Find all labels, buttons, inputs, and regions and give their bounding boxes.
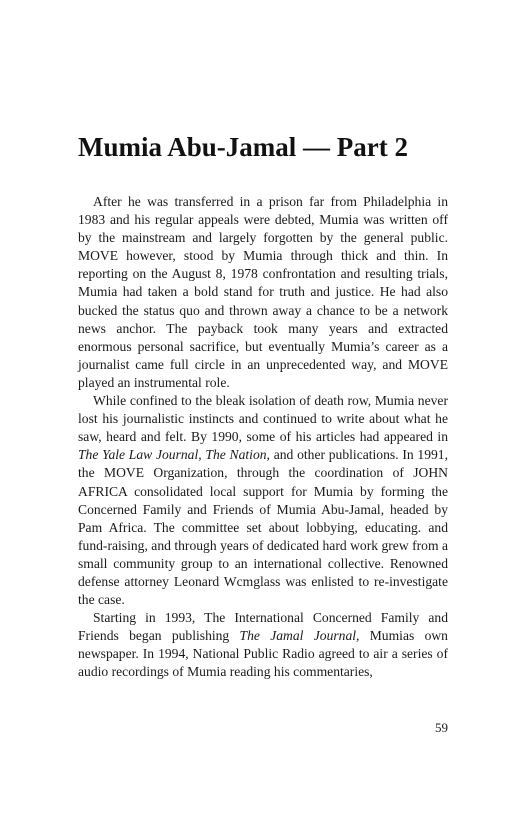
paragraph-text: After he was transferred in a prison far from Philadelphia in 1983 and his regular appeals were debted, Mumia was written off by the mainstream and largely forgotten by the general public. MOVE however, stood by Mumia through thick and thin. In reporting on the August 8, 1978 confrontation and resulting trials, Mumia had taken a bold stand for truth and justice. He had also bucked the status quo and thrown away a chance to be a network news anchor. The payback took many years and extracted enormous personal sacrifice, but eventually Mumia’s career as a journalist came full circle in an unprecedented way, and MOVE played an instrumental role.: [78, 194, 448, 390]
paragraph-text: While confined to the bleak isolation of death row, Mumia never lost his journalistic instincts and continued to write about what he saw, heard and felt. By 1990, some of his articles had appeared in: [78, 393, 448, 445]
paragraph-text: Starting in 1993, The International Concerned Family and Friends began publishing: [78, 610, 448, 644]
paragraph: [78, 392, 448, 609]
paragraph: [78, 193, 448, 392]
body-text: [78, 193, 448, 682]
paragraph: [78, 609, 448, 681]
page-number: 59: [435, 720, 448, 735]
chapter-title: Mumia Abu-Jamal — Part 2: [78, 132, 408, 162]
paragraph-text: Mumias own newspaper. In 1994, National Public Radio agreed to air a series of audio recordings of Mumia reading his commentaries,: [78, 628, 448, 680]
publication-titles: The Yale Law Journal, The Nation,: [78, 447, 270, 463]
publication-title: The Jamal Journal,: [239, 628, 360, 644]
paragraph-text: and other publications. In 1991, the MOVE Organization, through the coordination of JOHN AFRICA consolidated local support for Mumia by forming the Concerned Family and Friends of Mumia Abu-Jamal, headed by Pam Africa. The committee set about lobbying, educating. and fund-raising, and through years of dedicated hard work grew from a small community group to an international collective. Renowned defense attorney Leonard Wcmglass was enlisted to re-investigate the case.: [78, 447, 448, 608]
